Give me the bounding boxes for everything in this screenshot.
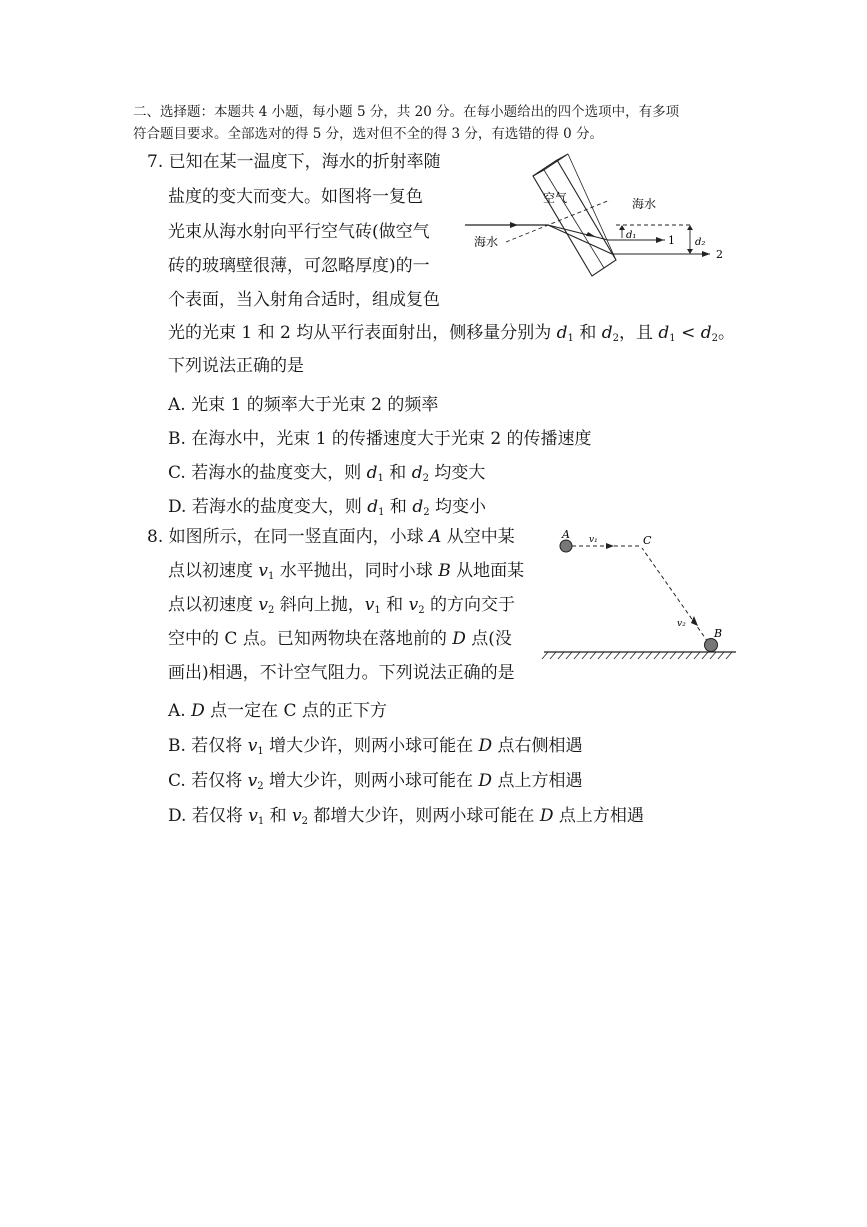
label-v1: v₁	[589, 535, 598, 545]
label-air: 空气	[543, 191, 568, 205]
q7-stem-line5: 个表面，当入射角合适时，组成复色	[168, 290, 440, 310]
q8-figure-projectile	[540, 522, 740, 662]
q7-stem-line6: 光的光束 1 和 2 均从平行表面射出，侧移量分别为 $d_1$ 和 $d_2$，且 $d_1 < d_2$。	[168, 323, 735, 344]
q7-stem-line4: 砖的玻璃壁很薄，可忽略厚度)的一	[168, 256, 430, 276]
q7-option-b: B. 在海水中，光束 1 的传播速度大于光束 2 的传播速度	[168, 429, 592, 449]
label-v2: v₂	[677, 619, 686, 629]
refracted-beam-1	[548, 225, 608, 240]
q7-option-c: C. 若海水的盐度变大，则 $d_1$ 和 $d_2$ 均变大	[168, 463, 486, 484]
q7-option-a: A. 光束 1 的频率大于光束 2 的频率	[168, 395, 439, 415]
ground-hatch	[542, 652, 732, 659]
label-beam-2: 2	[716, 248, 723, 261]
q8-stem-line1: 8. 如图所示，在同一竖直面内，小球 A 从空中某	[147, 527, 515, 547]
q8-option-d: D. 若仅将 $v_1$ 和 $v_2$ 都增大少许，则两小球可能在 D 点上方相遇	[168, 806, 644, 827]
q7-figure-air-brick	[460, 150, 740, 290]
section-instructions-line1: 二、选择题：本题共 4 小题，每小题 5 分，共 20 分。在每小题给出的四个选项中，有多项	[133, 104, 680, 120]
q8-stem-line3: 点以初速度 $v_2$ 斜向上抛，$v_1$ 和 $v_2$ 的方向交于	[168, 595, 515, 616]
v2-direction-line	[642, 548, 708, 642]
q7-stem-line7: 下列说法正确的是	[168, 356, 304, 376]
section-instructions-line2: 符合题目要求。全部选对的得 5 分，选对但不全的得 3 分，有选错的得 0 分。	[133, 126, 604, 142]
q7-option-d: D. 若海水的盐度变大，则 $d_1$ 和 $d_2$ 均变小	[168, 497, 486, 518]
label-d2: d₂	[695, 237, 706, 248]
ball-a	[560, 540, 572, 552]
q8-option-b: B. 若仅将 $v_1$ 增大少许，则两小球可能在 D 点右侧相遇	[168, 736, 583, 757]
q8-stem-line4: 空中的 C 点。已知两物块在落地前的 D 点(没	[168, 629, 512, 649]
label-beam-1: 1	[668, 234, 675, 247]
q7-stem-line3: 光束从海水射向平行空气砖(做空气	[168, 222, 430, 242]
q8-option-a: A. D 点一定在 C 点的正下方	[168, 701, 387, 721]
label-sea-left: 海水	[474, 235, 499, 249]
label-d1: d₁	[626, 230, 637, 241]
label-b: B	[714, 627, 723, 640]
label-c: C	[643, 534, 652, 547]
label-sea-right: 海水	[632, 197, 657, 211]
ball-b	[705, 639, 718, 652]
q8-option-c: C. 若仅将 $v_2$ 增大少许，则两小球可能在 D 点上方相遇	[168, 771, 583, 792]
brick-top-face	[533, 154, 568, 176]
label-a: A	[562, 528, 570, 541]
q8-stem-line2: 点以初速度 $v_1$ 水平抛出，同时小球 B 从地面某	[168, 561, 525, 582]
q8-stem-line5: 画出)相遇，不计空气阻力。下列说法正确的是	[168, 663, 515, 683]
normal-line	[506, 200, 610, 242]
q7-stem-line2: 盐度的变大而变大。如图将一复色	[168, 187, 423, 207]
q7-stem-line1: 7. 已知在某一温度下，海水的折射率随	[147, 152, 441, 172]
brick-outline	[533, 160, 616, 276]
